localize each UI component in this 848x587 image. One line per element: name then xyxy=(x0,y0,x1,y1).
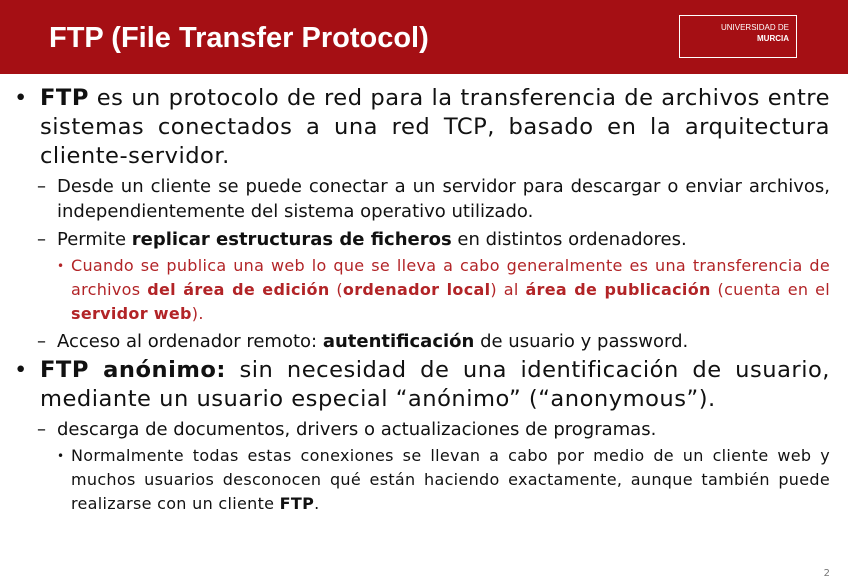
dash-marker: – xyxy=(37,176,46,197)
dash-marker: – xyxy=(37,419,46,440)
slide-body xyxy=(0,84,848,516)
university-logo xyxy=(679,15,797,58)
bullet-ftp-anonymous: • FTP anónimo: sin necesidad de una identificación de usuario, mediante un usuario especial “anónimo” (“anonymous”). xyxy=(14,357,830,412)
subbullet-remote-access: – Acceso al ordenador remoto: autentificación de usuario y password. xyxy=(37,331,689,352)
page-number: 2 xyxy=(823,568,830,579)
bullet-marker: • xyxy=(14,85,28,111)
logo-line-2: MURCIA xyxy=(757,34,789,43)
bullet-marker: • xyxy=(14,357,28,383)
dot-marker: • xyxy=(57,259,65,273)
subbullet-client-connect: – Desde un cliente se puede conectar a un servidor para descargar o enviar archivos, independientemente del sistema operativo utilizado. xyxy=(37,176,830,222)
dot-marker: • xyxy=(57,449,65,463)
dash-marker: – xyxy=(37,229,46,250)
slide-title: FTP (File Transfer Protocol) xyxy=(49,22,429,54)
logo-line-1: UNIVERSIDAD DE xyxy=(720,23,789,32)
subbullet-replicate: – Permite replicar estructuras de ficheros en distintos ordenadores. xyxy=(37,229,687,250)
dash-marker: – xyxy=(37,331,46,352)
bullet-ftp-definition: • FTP es un protocolo de red para la transferencia de archivos entre sistemas conectados a una red TCP, basado en la arquitectura cliente-servidor. xyxy=(14,85,830,169)
subsubbullet-web-publish: • Cuando se publica una web lo que se lleva a cabo generalmente es una transferencia de archivos del área de edición (ordenador local) al área de publicación (cuenta en el servidor web). xyxy=(57,256,830,323)
subsubbullet-web-client: • Normalmente todas estas conexiones se llevan a cabo por medio de un cliente web y muchos usuarios desconocen qué están haciendo exactamente, aunque también puede realizarse con un cliente FTP. xyxy=(57,446,830,513)
term-ftp-anonymous: FTP anónimo: xyxy=(40,357,226,383)
term-ftp: FTP xyxy=(40,85,89,111)
slide-header xyxy=(0,0,848,74)
subbullet-downloads: – descarga de documentos, drivers o actualizaciones de programas. xyxy=(37,419,657,440)
